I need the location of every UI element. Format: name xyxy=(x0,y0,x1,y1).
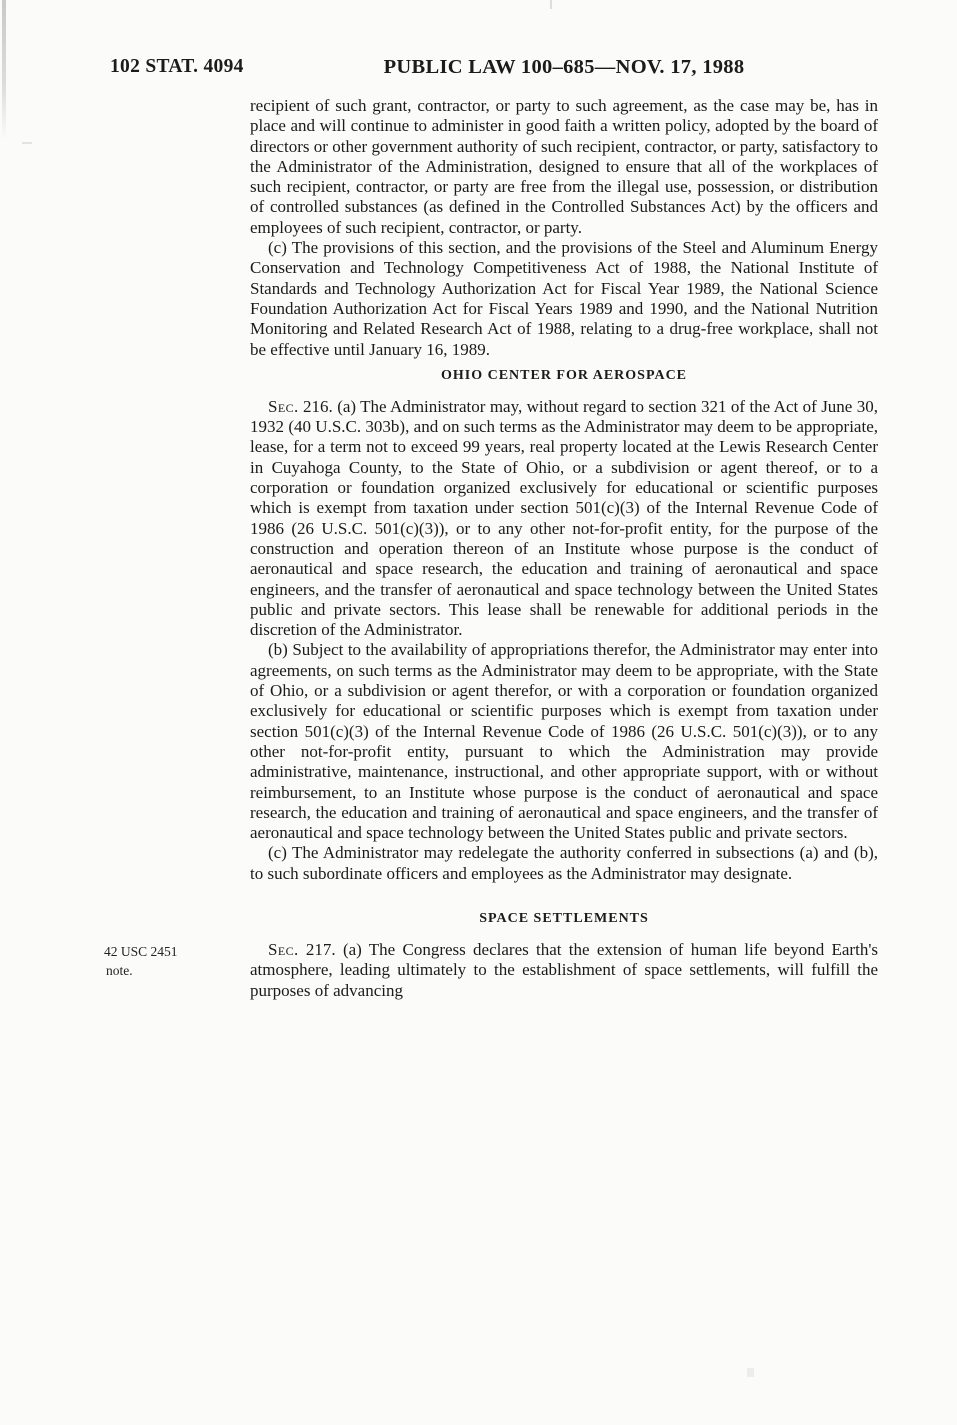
scan-top-mark-artifact xyxy=(550,0,552,9)
sec-217-row xyxy=(104,939,878,1001)
usc-margin-note-citation: 42 USC 2451 xyxy=(104,943,178,959)
usc-margin-note xyxy=(104,942,242,981)
public-law-running-title: PUBLIC LAW 100–685—NOV. 17, 1988 xyxy=(383,56,745,78)
paragraph-sec-216 xyxy=(250,397,878,641)
sec-216-small-caps-label: Sec. xyxy=(268,396,299,416)
page-header xyxy=(0,56,957,84)
sec-217-small-caps-label: Sec. xyxy=(268,939,299,959)
section-heading-space-settlements: SPACE SETTLEMENTS xyxy=(479,910,649,926)
paragraph-drug-free-continuation: recipient of such grant, contractor, or party to such agreement, as the case may be, has in place and will continue to administer in good faith a written policy, adopted by the board of directors or other government authority of such recipient, contractor, or party, satisfactory to the Administrator of the Administration, designed to ensure that all of the workplaces of such recipient, contractor, or party are free from the illegal use, possession, or distribution of controlled substances (as defined in the Controlled Substances Act) by the officers and employees of such recipient, contractor, or party. xyxy=(250,96,878,237)
paragraph-c-provisions: (c) The provisions of this section, and the provisions of the Steel and Aluminum Energy Conservation and Technology Competitiveness Act of 1988, the National Institute of Standards and Technology Authorization Act for Fiscal Year 1989, the National Science Foundation Authorization Act for Fiscal Years 1989 and 1990, and the National Nutrition Monitoring and Related Research Act of 1988, relating to a drug-free workplace, shall not be effective until January 16, 1989. xyxy=(250,238,878,359)
paragraph-c-redelegate: (c) The Administrator may redelegate the authority conferred in subsections (a) and (b), to such subordinate officers and employees as the Administrator may designate. xyxy=(250,843,878,883)
sec-217-text: 217. (a) The Congress declares that the extension of human life beyond Earth's atmosphere, leading ultimately to the establishment of space settlements, will fulfill the purposes of advancing xyxy=(250,939,878,1000)
statute-page-number: 102 STAT. 4094 xyxy=(110,56,244,77)
scan-tick-artifact xyxy=(22,142,32,144)
paragraph-b-agreements: (b) Subject to the availability of appropriations therefor, the Administrator may enter into agreements, on such terms as the Administrator may deem to be appropriate, with the State of Ohio, or a subdivision or agent therefor, or with a corporation or foundation organized exclusively for educational or scientific purposes which is exempt from taxation under section 501(c)(3) of the Internal Revenue Code of 1986 (26 U.S.C. 501(c)(3)), or to any other not-for-profit entity, pursuant to which the Administration may provide administrative, maintenance, instructional, and other appropriate support, with or without reimbursement, to an Institute whose purpose is the conduct of aeronautical and space research, the education and training of aeronautical and space engineers, and the transfer of aeronautical and space technology between the United States public and private sectors. xyxy=(250,640,878,843)
section-heading-ohio-center: OHIO CENTER FOR AEROSPACE xyxy=(440,367,688,383)
paragraph-sec-217 xyxy=(250,940,878,1001)
scan-speck-artifact xyxy=(747,1368,754,1377)
usc-margin-note-word: note. xyxy=(106,963,133,979)
statute-text-column xyxy=(104,96,878,1001)
sec-216-text: 216. (a) The Administrator may, without regard to section 321 of the Act of June 30, 1932 (40 U.S.C. 303b), and on such terms as the Administrator may deem to be appropriate, lease, for a term not to exceed 99 years, real property located at the Lewis Research Center in Cuyahoga County, to the State of Ohio, or a subdivision or agent thereof, or to a corporation or foundation organized exclusively for educational or scientific purposes which is exempt from taxation under section 501(c)(3) of the Internal Revenue Code of 1986 (26 U.S.C. 501(c)(3)), or to any other not-for-profit entity, for the purpose of the construction and operation thereon of an Institute whose purpose is the conduct of aeronautical and space research, the education and training of aeronautical and space engineers, and the transfer of aeronautical and space technology between the United States public and private sectors. This lease shall be renewable for additional periods in the discretion of the Administrator. xyxy=(250,396,878,640)
